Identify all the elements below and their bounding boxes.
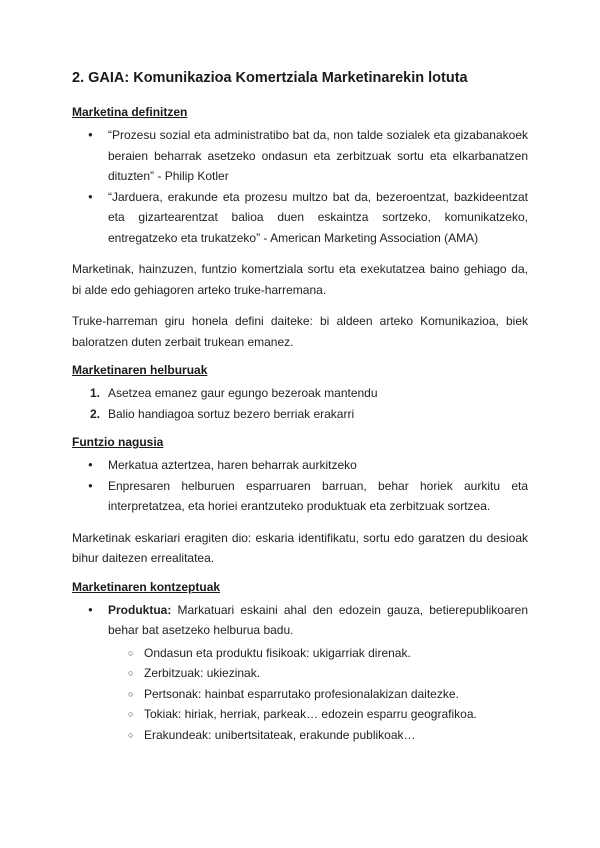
paragraph: Marketinak, hainzuzen, funtzio komertziala sortu eta exekutatzea baino gehiago da, bi alde edo gehiagoren arteko truke-harremana. xyxy=(72,262,528,297)
list-item: ● “Prozesu sozial eta administratibo bat da, non talde sozialek eta gizabanakoek beraien beharrak asetzeko ondasun eta zerbitzuak sortu eta elkarbanatzen dituzten” - Philip Kotler xyxy=(72,125,528,187)
paragraph: Truke-harreman giru honela defini daiteke: bi aldeen arteko Komunikazioa, biek baloratzen duten zerbait trukean emanez. xyxy=(72,314,528,349)
section-heading-main-function: Funtzio nagusia xyxy=(72,435,164,449)
concepts-list xyxy=(72,600,528,746)
product-sub-list xyxy=(108,643,528,746)
list-item: ● “Jarduera, erakunde eta prozesu multzo bat da, bezeroentzat, bazkideentzat eta gizartearentzat balioa duen eskaintza sortzeko, komunikatzeko, entregatzeko eta trukatzeko” - American Marketing Association (AMA) xyxy=(72,187,528,249)
sub-list-item: ○ Tokiak: hiriak, herriak, parkeak… edozein esparru geografikoa. xyxy=(108,704,528,725)
sub-list-item: ○ Ondasun eta produktu fisikoak: ukigarriak direnak. xyxy=(108,643,528,664)
list-item-text: Balio handiagoa sortuz bezero berriak erakarri xyxy=(108,406,355,421)
sub-list-item: ○ Zerbitzuak: ukiezinak. xyxy=(108,663,528,684)
paragraph: Marketinak eskariari eragiten dio: eskaria identifikatu, sortu edo garatzen du desioak bihur daitezen errealitatea. xyxy=(72,530,528,565)
sub-list-item: ○ Pertsonak: hainbat esparrutako profesionalakizan daitezke. xyxy=(108,684,528,705)
list-item xyxy=(72,404,528,425)
list-item-product xyxy=(72,600,528,746)
section-heading-definitions: Marketina definitzen xyxy=(72,105,188,119)
list-item-text: Asetzea emanez gaur egungo bezeroak mantendu xyxy=(108,386,378,400)
list-item: ● Enpresaren helburuen esparruaren barruan, behar horiek aurkitu eta interpretatzea, eta horiei erantzuteko produktuak eta zerbitzuak sortzea. xyxy=(72,476,528,517)
list-number: 2. xyxy=(90,406,101,421)
sub-list-item: ○ Erakundeak: unibertsitateak, erakunde publikoak… xyxy=(108,725,528,746)
list-item: ● Merkatua aztertzea, haren beharrak aurkitzeko xyxy=(72,455,528,476)
product-label: Produktua: xyxy=(108,602,172,617)
list-item xyxy=(72,383,528,404)
document-page xyxy=(72,70,528,756)
product-text: Markatuari eskaini ahal den edozein gauza, betierepublikoaren behar bat asetzeko helburua badu. xyxy=(108,602,528,637)
objectives-list xyxy=(72,383,528,424)
page-title: 2. GAIA: Komunikazioa Komertziala Marketinarekin lotuta xyxy=(72,70,468,86)
main-function-list xyxy=(72,455,528,517)
definitions-list xyxy=(72,125,528,248)
section-heading-objectives: Marketinaren helburuak xyxy=(72,363,208,377)
section-heading-concepts: Marketinaren kontzeptuak xyxy=(72,579,221,594)
list-number: 1. xyxy=(90,386,101,400)
